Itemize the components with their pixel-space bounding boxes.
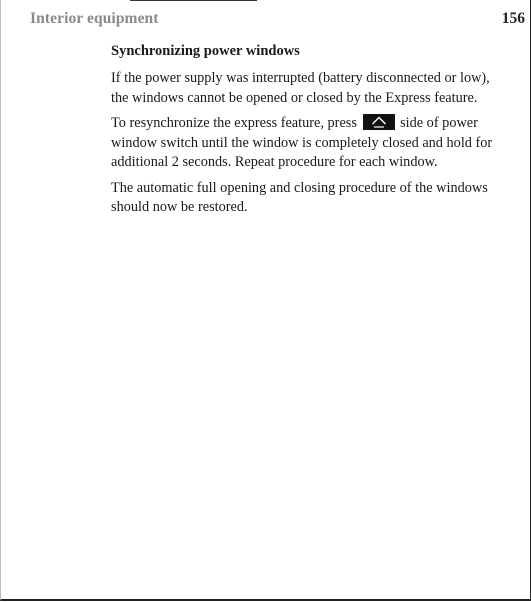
window-close-up-arrow-icon: [363, 114, 395, 130]
page-content: [111, 42, 497, 224]
section-header: Interior equipment: [30, 10, 159, 27]
paragraph-resynchronize-after: side of power window switch until the window is completely closed and hold for additional 2 seconds. Repeat procedure for each window.: [111, 115, 493, 170]
paragraph-resynchronize: [111, 114, 497, 173]
paragraph-power-interrupted: If the power supply was interrupted (battery disconnected or low), the windows cannot be opened or closed by the Express feature.: [111, 70, 490, 106]
page-number: 156: [501, 10, 525, 27]
paragraph-restored: The automatic full opening and closing procedure of the windows should now be restored.: [111, 179, 488, 215]
top-rule: [130, 0, 257, 1]
paragraph-resynchronize-before: To resynchronize the express feature, press: [111, 115, 357, 131]
section-title: Synchronizing power windows: [111, 43, 300, 59]
